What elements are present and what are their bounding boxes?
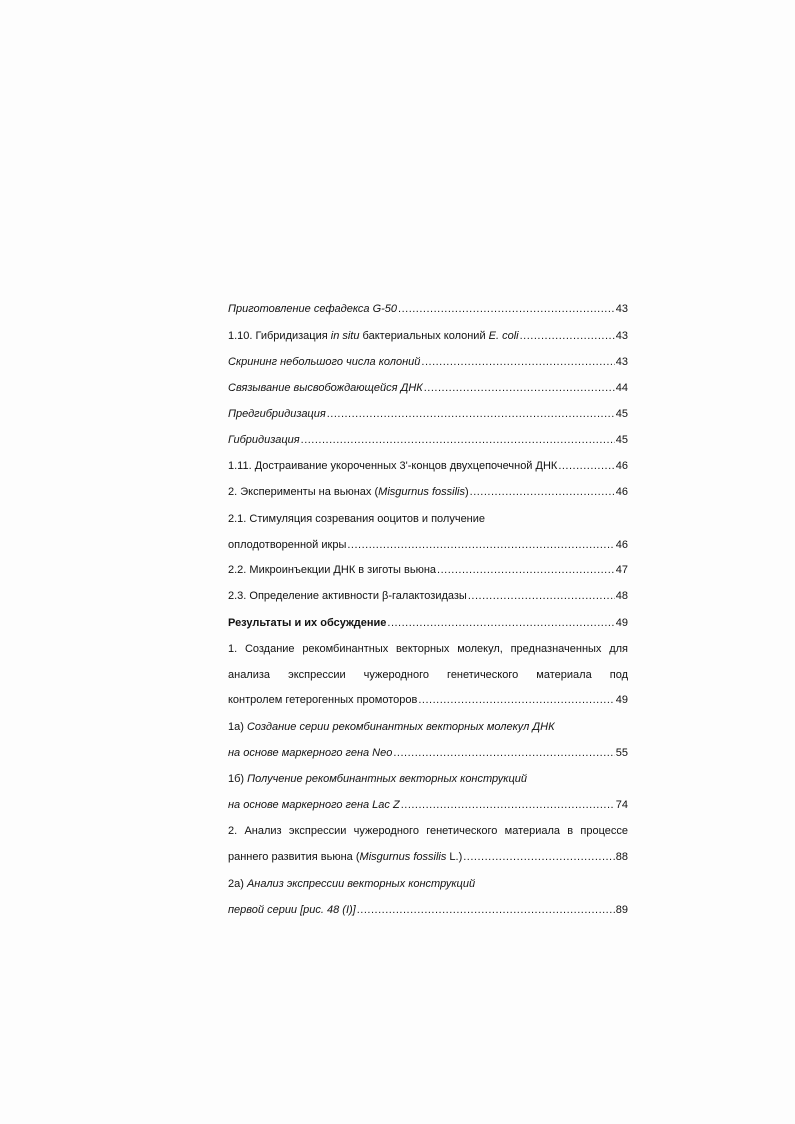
toc-entry xyxy=(228,434,628,448)
dot-leader xyxy=(470,486,615,499)
toc-entry-page: 49 xyxy=(615,617,628,629)
toc-entry-page: 43 xyxy=(615,303,628,315)
dot-leader xyxy=(393,747,614,760)
toc-entry xyxy=(228,747,628,761)
toc-entry-page: 44 xyxy=(615,382,628,394)
dot-leader xyxy=(468,590,615,603)
toc-entry-page: 43 xyxy=(615,356,628,368)
toc-entry-page: 45 xyxy=(615,434,628,446)
toc-entry-title: 2.2. Микроинъекции ДНК в зиготы вьюна xyxy=(228,564,437,576)
toc-entry-title: первой серии [рис. 48 (I)] xyxy=(228,904,356,916)
toc-entry-page: 43 xyxy=(615,330,628,342)
toc-entry-title: Связывание высвобождающейся ДНК xyxy=(228,382,423,394)
toc-entry: 1. Создание рекомбинантных векторных молекул, предназначенных для xyxy=(228,643,628,655)
toc-entry-title: 2.1. Стимуляция созревания ооцитов и получение xyxy=(228,513,486,525)
toc-entry xyxy=(228,513,628,527)
toc-entry xyxy=(228,486,628,500)
toc-entry xyxy=(228,303,628,317)
toc-entry xyxy=(228,539,628,553)
dot-leader xyxy=(398,303,615,316)
dot-leader xyxy=(357,904,615,917)
toc-entry xyxy=(228,382,628,396)
toc-entry-page: 48 xyxy=(615,590,628,602)
toc-entry-title: 2а) Анализ экспрессии векторных конструкций xyxy=(228,878,476,890)
toc-entry-page: 46 xyxy=(615,486,628,498)
dot-leader xyxy=(347,539,614,552)
toc-entry-title: Гибридизация xyxy=(228,434,300,446)
toc-entry-title: 1.11. Достраивание укороченных 3'-концов двухцепочечной ДНК xyxy=(228,460,558,472)
toc-entry-title: Предгибридизация xyxy=(228,408,326,420)
toc-entry xyxy=(228,330,628,344)
toc-entry-page: 46 xyxy=(615,460,628,472)
toc-entry xyxy=(228,773,628,787)
dot-leader xyxy=(418,694,614,707)
toc-entry-page: 45 xyxy=(615,408,628,420)
dot-leader xyxy=(387,617,614,630)
dot-leader xyxy=(327,408,615,421)
toc-entry: 2. Анализ экспрессии чужеродного генетического материала в процессе xyxy=(228,825,628,837)
toc-entry-page: 49 xyxy=(615,694,628,706)
toc-entry-page: 46 xyxy=(615,539,628,551)
toc-entry-title: Приготовление сефадекса G-50 xyxy=(228,303,398,315)
toc-entry-title: 1а) Создание серии рекомбинантных векторных молекул ДНК xyxy=(228,721,555,733)
dot-leader xyxy=(463,851,615,864)
dot-leader xyxy=(401,799,615,812)
toc-entry xyxy=(228,878,628,892)
dot-leader xyxy=(301,434,615,447)
toc-entry-title: раннего развития вьюна (Misgurnus fossilis L.) xyxy=(228,851,463,863)
toc-entry xyxy=(228,904,628,918)
dot-leader xyxy=(421,356,614,369)
toc-entry-page: 74 xyxy=(615,799,628,811)
toc-entry-title: 2. Эксперименты на вьюнах (Misgurnus fossilis) xyxy=(228,486,469,498)
toc-entry-page: 88 xyxy=(615,851,628,863)
toc-entry-title: контролем гетерогенных промоторов xyxy=(228,694,418,706)
toc-entry-page: 55 xyxy=(615,747,628,759)
toc-entry-title: 2.3. Определение активности β-галактозидазы xyxy=(228,590,467,602)
toc-entry-title: на основе маркерного гена Lac Z xyxy=(228,799,400,811)
toc-entry-title: 1.10. Гибридизация in situ бактериальных колоний E. coli xyxy=(228,330,519,342)
toc-entry-title: 1б) Получение рекомбинантных векторных конструкций xyxy=(228,773,527,785)
toc-entry-title: на основе маркерного гена Neo xyxy=(228,747,393,759)
toc-entry xyxy=(228,356,628,370)
toc-entry: анализа экспрессии чужеродного генетического материала под xyxy=(228,669,628,681)
dot-leader xyxy=(558,460,614,473)
toc-entry xyxy=(228,564,628,578)
toc-entry-title: Скрининг небольшого числа колоний xyxy=(228,356,421,368)
toc-entry-page: 47 xyxy=(615,564,628,576)
toc-entry xyxy=(228,851,628,865)
toc-entry-page: 89 xyxy=(615,904,628,916)
toc-entry xyxy=(228,460,628,474)
toc-section-heading: Результаты и их обсуждение xyxy=(228,617,387,629)
dot-leader xyxy=(437,564,615,577)
toc-entry-title: оплодотворенной икры xyxy=(228,539,347,551)
toc-entry xyxy=(228,617,628,631)
dot-leader xyxy=(520,330,615,343)
toc-entry xyxy=(228,799,628,813)
toc-entry xyxy=(228,408,628,422)
dot-leader xyxy=(424,382,615,395)
toc-entry xyxy=(228,721,628,735)
toc-entry xyxy=(228,590,628,604)
toc-entry xyxy=(228,694,628,708)
